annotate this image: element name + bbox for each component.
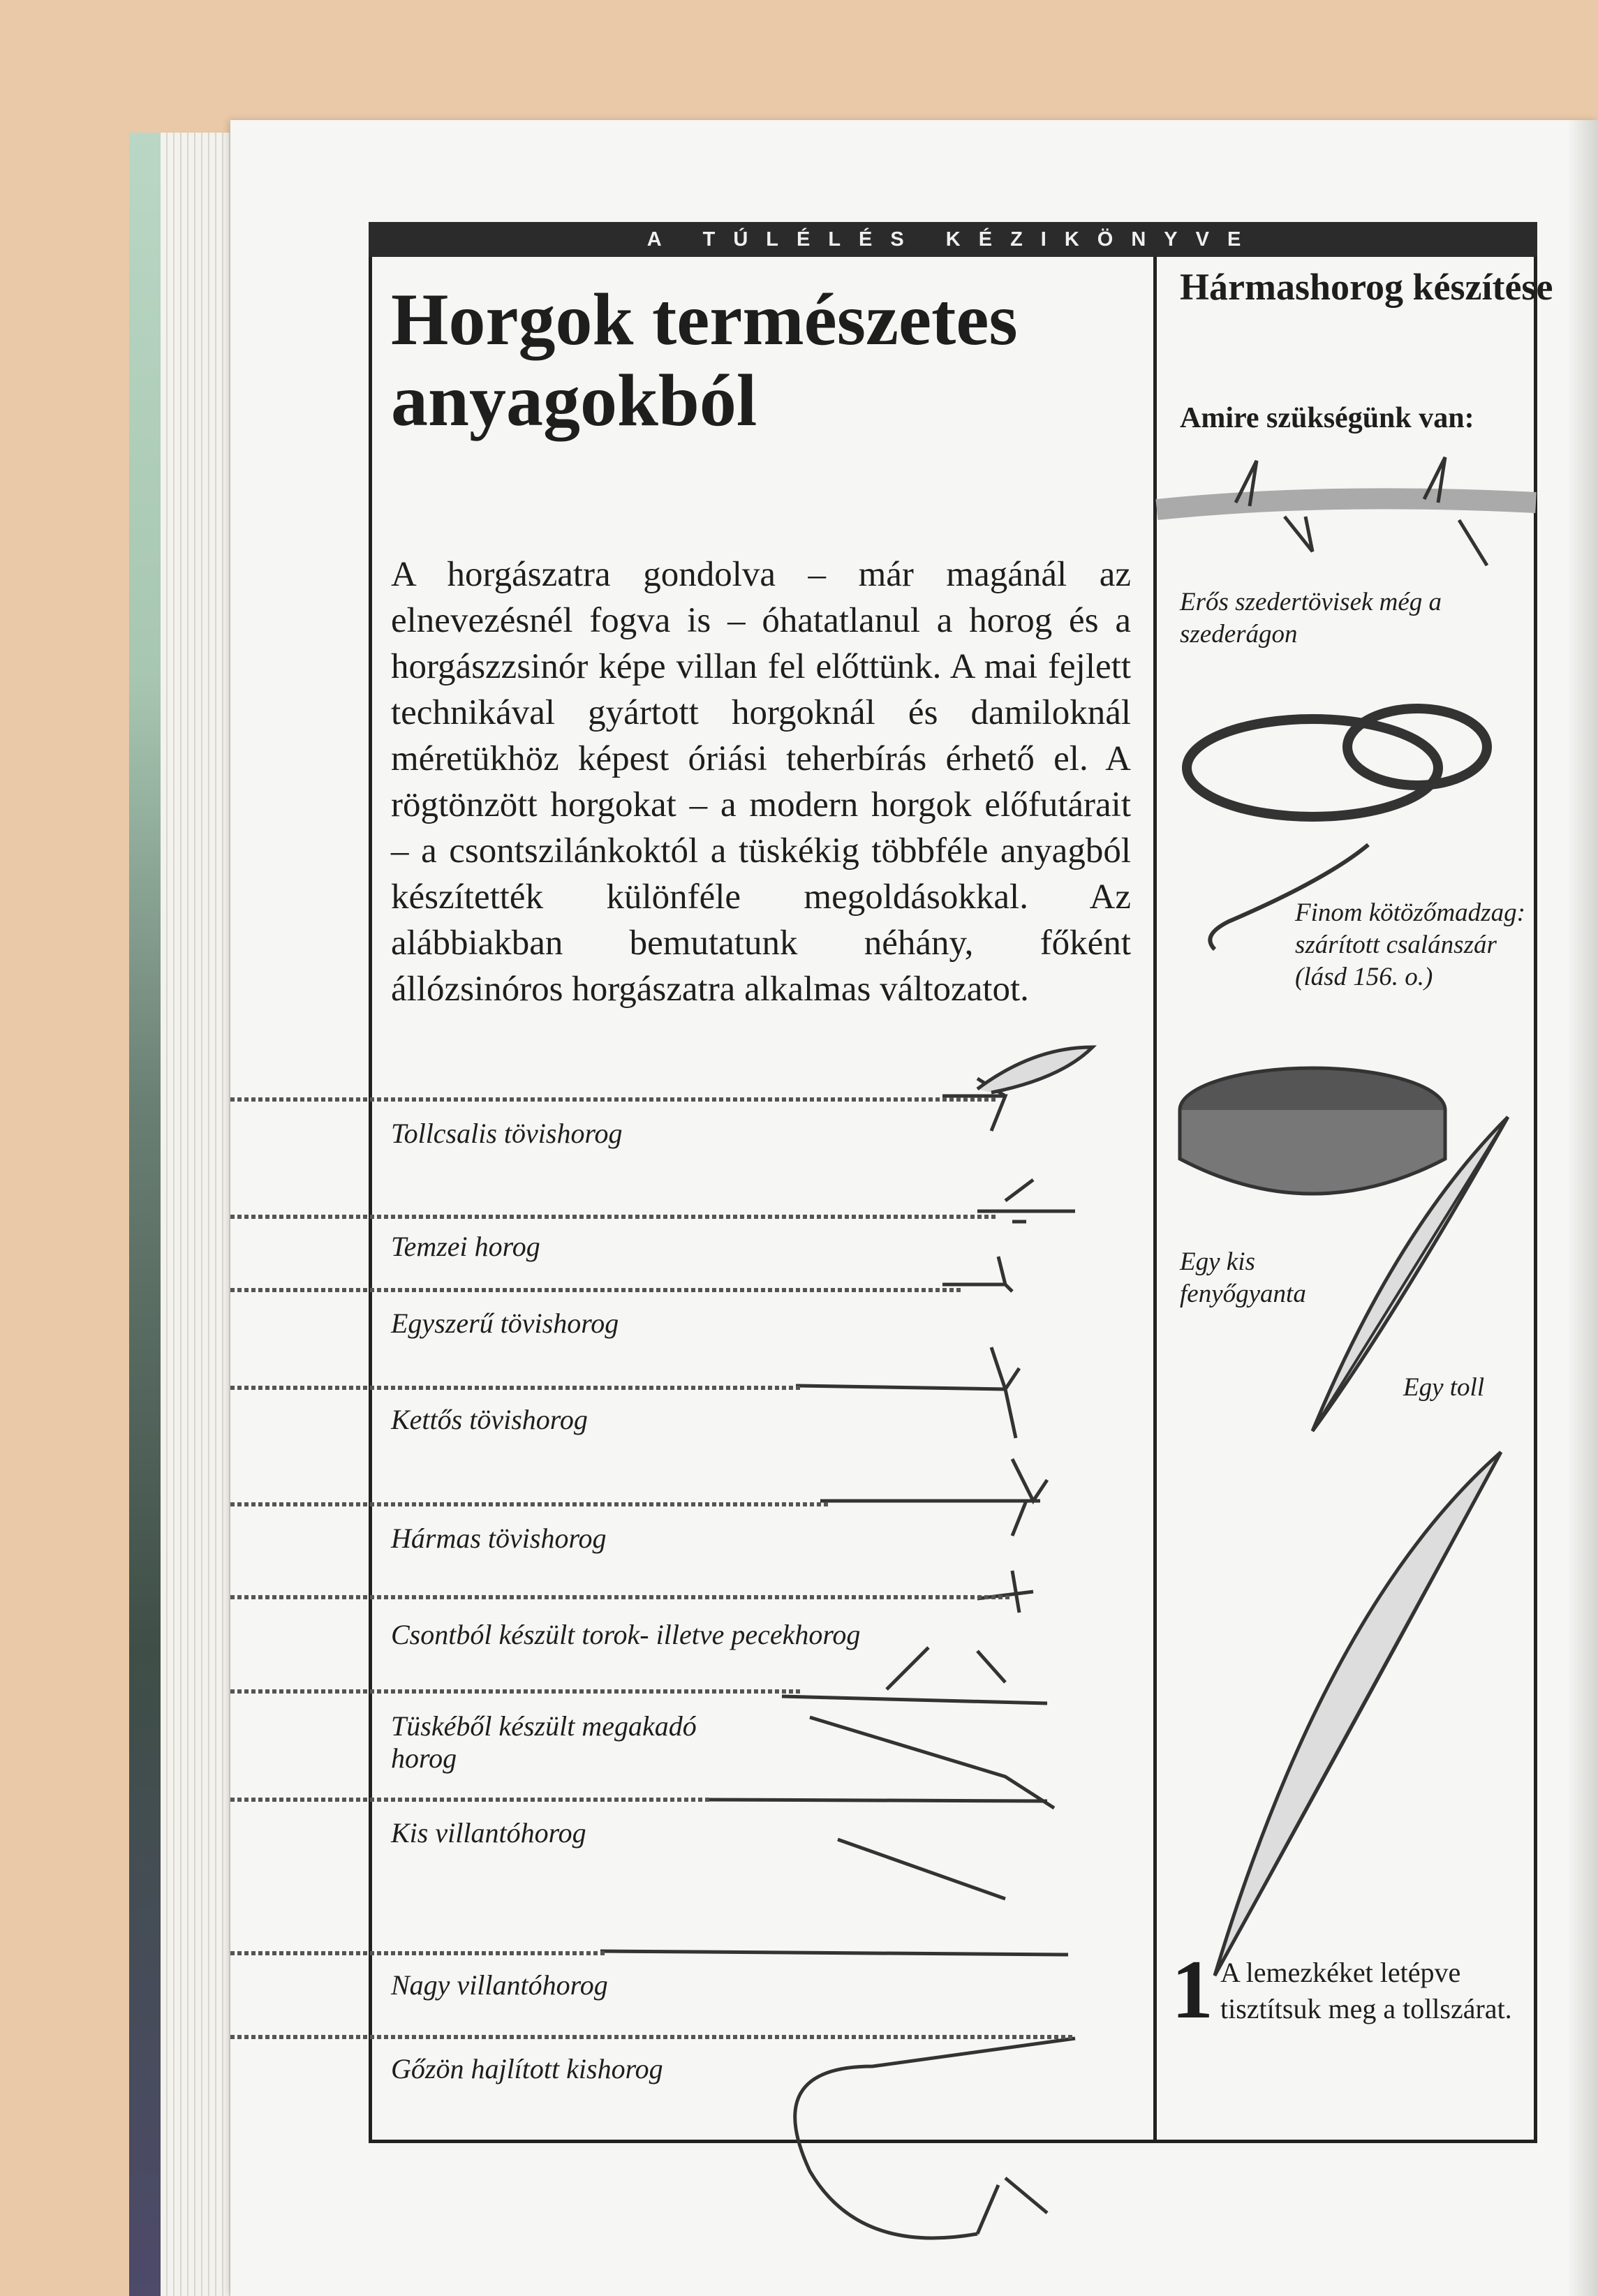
materials-heading: Amire szükségünk van: xyxy=(1180,402,1474,434)
feather-caption: Egy toll xyxy=(1403,1373,1485,1402)
bramble-stem-icon xyxy=(1157,498,1536,510)
hook-label: Kis villantóhorog xyxy=(391,1817,586,1849)
twine-caption: Finom kötözőmadzag: szárított csalánszár (lásd 156. o.) xyxy=(1295,898,1525,991)
resin-tin-side-icon xyxy=(1180,1110,1445,1194)
hook-label: Egyszerű tövishorog xyxy=(391,1308,619,1339)
article-intro: A horgászatra gondolva – már magánál az elnevezésnél fogva is – óhatatlanul a horog és a horgászzsinór képe villan fel előttünk. A mai fejlett technikával gyártott horgoknál és damiloknál méretükhöz képest óriási teherbírás érhető el. A rögtönzött horgokat – a modern horgok előfutárait – a csontszilánkoktól a tüskékig többféle anyagból készítették különféle megoldásokkal. Az alábbiakban bemutatunk néhány, főként állózsinóros horgászatra alkalmas változatot. xyxy=(391,555,1131,1009)
hook-label: Hármas tövishorog xyxy=(391,1523,607,1554)
article-title: Horgok természetes anyagokból xyxy=(391,279,1018,441)
thorns-caption: Erős szedertövisek még a szederágon xyxy=(1180,588,1442,649)
hook-label: Gőzön hajlított kishorog xyxy=(391,2053,663,2084)
hook-label: Nagy villantóhorog xyxy=(391,1969,608,2001)
hook-label: Tüskéből készült megakadó horog xyxy=(391,1710,697,1774)
series-title: A TÚLÉLÉS KÉZIKÖNYVE xyxy=(646,228,1259,251)
hook-label: Temzei horog xyxy=(391,1231,540,1262)
sidebar-title: Hármashorog készítése xyxy=(1180,266,1553,308)
twine-coil-icon xyxy=(1187,719,1438,817)
large-feather-quill-icon xyxy=(1215,1452,1501,1976)
step-text: A lemezkéket letépve tisztítsuk meg a tollszárat. xyxy=(1220,1957,1512,2024)
twine-coil-icon xyxy=(1347,709,1487,785)
hook-label: Kettős tövishorog xyxy=(391,1404,588,1435)
hook-label: Csontból készült torok- illetve pecekhorog xyxy=(391,1619,861,1650)
step-number: 1 xyxy=(1171,1943,1213,2036)
hook-label: Tollcsalis tövishorog xyxy=(391,1118,623,1149)
resin-caption: Egy kis fenyőgyanta xyxy=(1180,1247,1306,1308)
